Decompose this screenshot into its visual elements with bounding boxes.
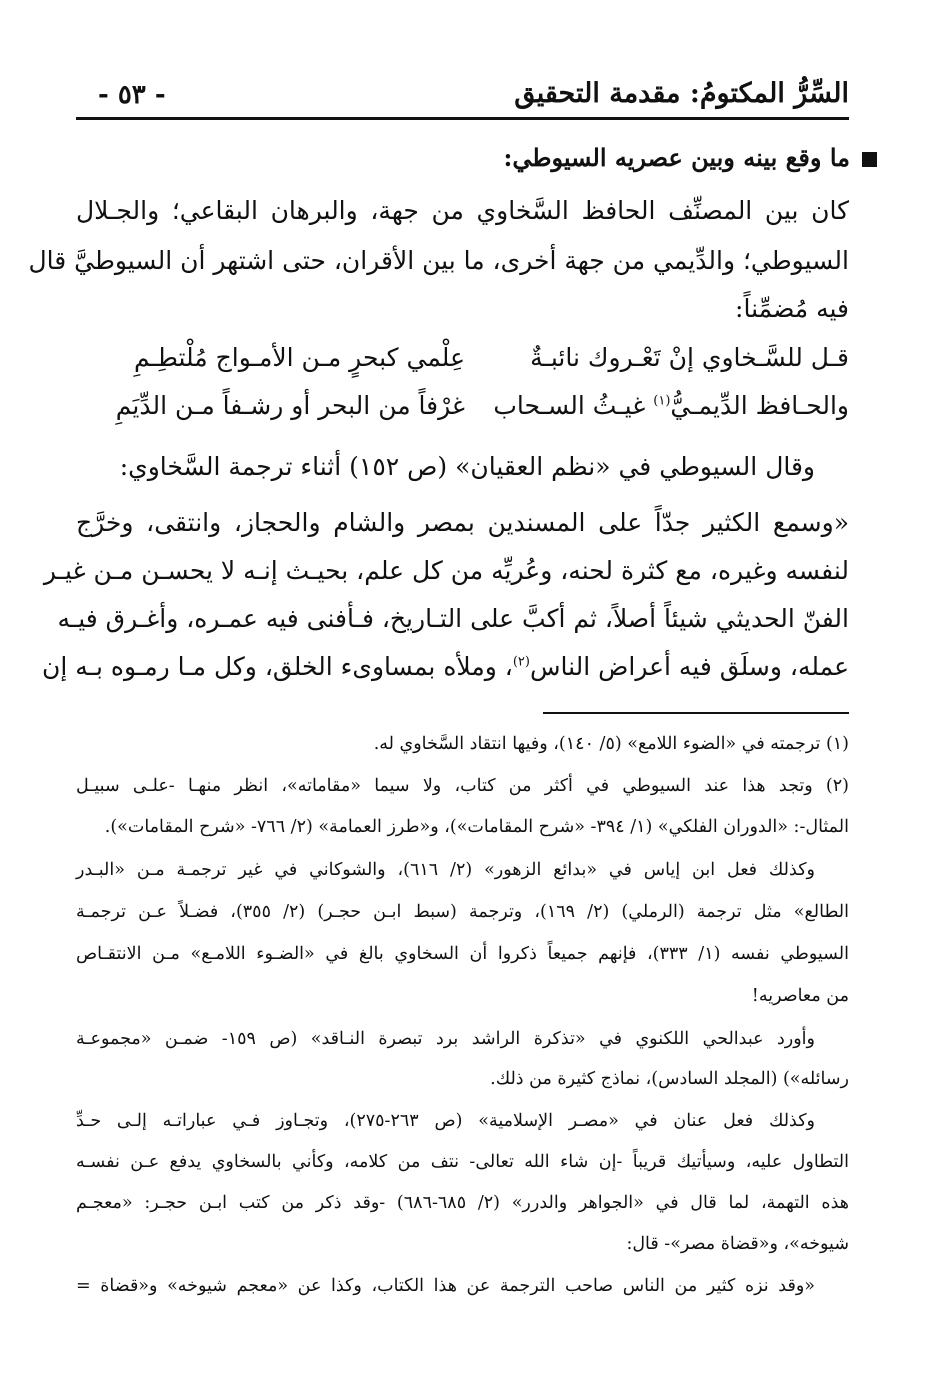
verse-2-text-b: غيـثُ السـحاب [493, 391, 654, 420]
square-bullet-icon [862, 152, 877, 167]
section-heading [503, 143, 877, 172]
footnote-line: من معاصريه! [751, 986, 849, 1006]
footnote-line: (٢) وتجد هذا عند السيوطي في أكثر من كتاب، ولا سيما «مقاماته»، انظر منهـا -علـى سبيـل [76, 776, 849, 796]
footnote-line: «وقد نزه كثير من الناس صاحب الترجمة عن هذا الكتاب، وكذا عن «معجم شيوخه» و«قضاة = [76, 1276, 815, 1296]
section-heading-text: ما وقع بينه وبين عصريه السيوطي: [503, 143, 850, 172]
footnote-line: وكذلك فعل عنان في «مصـر الإسلامية» (ص ٢٦٣-٢٧٥)، وتجـاوز فـي عباراتـه إلـى حـدِّ [76, 1111, 815, 1131]
quote-line-4-text-b: ، وملأه بمساوىء الخلق، وكل مـا رمـوه بـه إن [42, 652, 513, 681]
footnote-marker-1: (١) [653, 393, 671, 409]
verse-1-second-hemistich: عِلْمي كبحرٍ مـن الأمـواج مُلْتطِـمِ [134, 343, 465, 372]
footnote-line: السيوطي نفسه (١/ ٣٣٣)، فإنهم جميعاً ذكروا أن السخاوي بالغ في «الضـوء اللامـع» مـن الانتقـاص [76, 944, 849, 964]
footnote-line: رسائله») (المجلد السادس)، نماذج كثيرة من ذلك. [490, 1069, 849, 1089]
footnote-line: وكذلك فعل ابن إياس في «بدائع الزهور» (٢/ ٦١٦)، والشوكاني في غير ترجمـة مـن «البـدر [76, 860, 815, 880]
running-title: السِّرُّ المكتومُ: مقدمة التحقيق [514, 78, 849, 109]
body-line-3: فيه مُضمِّناً: [735, 294, 849, 323]
footnote-line: هذه التهمة، لما قال في «الجواهر والدرر» (٢/ ٦٨٥-٦٨٦) -وقد ذكر من كتب ابـن حجـر: «معجـم [76, 1193, 849, 1213]
page-header [76, 68, 849, 120]
quote-line-4 [42, 652, 849, 681]
body-line-2: السيوطي؛ والدِّيمي من جهة أخرى، ما بين الأقران، حتى اشتهر أن السيوطيَّ قال [28, 246, 849, 275]
verse-2-text-a: والحـافظ الدِّيمـيُّ [670, 391, 849, 420]
body-line-1: كان بين المصنِّف الحافظ السَّخاوي من جهة، والبرهان البقاعي؛ والجـلال [76, 196, 849, 225]
footnote-line: شيوخه»، و«قضاة مصر»- قال: [626, 1234, 849, 1254]
quote-line-3: الفنّ الحديثي شيئاً أصلاً، ثم أكبَّ على التـاريخ، فـأفنى فيه عمـره، وأغـرق فيـه [57, 604, 849, 633]
footnote-line: المثال-: «الدوران الفلكي» (١/ ٣٩٤- «شرح المقامات»)، و«طرز العمامة» (٢/ ٧٦٦- «شرح المقامات»). [104, 817, 849, 837]
footnote-line: التطاول عليه، وسيأتيك قريباً -إن شاء الله تعالى- نتف من كلامه، وكأني بالسخاوي يدفع عـن نفسـه [76, 1152, 849, 1172]
page-number: - ٥٣ - [98, 80, 166, 110]
verse-1-first-hemistich: قـل للسَّـخاوي إنْ تَعْـروك نائبـةٌ [530, 343, 849, 372]
quote-line-4-text-a: عمله، وسلَق فيه أعراض الناس [529, 652, 849, 681]
footnote-line: وأورد عبدالحي اللكنوي في «تذكرة الراشد برد تبصرة النـاقد» (ص ١٥٩- ضمـن «مجموعـة [76, 1029, 815, 1049]
quote-line-1: «وسمع الكثير جدّاً على المسندين بمصر والشام والحجاز، وانتقى، وخرَّج [76, 508, 849, 537]
footnote-separator [543, 712, 849, 714]
footnote-marker-2: (٢) [512, 654, 530, 670]
verse-2-first-hemistich [493, 391, 849, 420]
verse-2-second-hemistich: غرْفاً من البحر أو رشـفاً مـن الدِّيَمِ [115, 391, 465, 420]
quote-line-2: لنفسه وغيره، مع كثرة لحنه، وعُريِّه من كل علم، بحيـث إنـه لا يحسـن مـن غيـر [43, 556, 849, 585]
header-rule [76, 117, 849, 120]
quote-intro: وقال السيوطي في «نظم العقيان» (ص ١٥٢) أثناء ترجمة السَّخاوي: [119, 452, 815, 481]
footnote-line: (١) ترجمته في «الضوء اللامع» (٥/ ١٤٠)، وفيها انتقاد السَّخاوي له. [373, 734, 849, 754]
footnote-line: الطالع» مثل ترجمة (الرملي) (٢/ ١٦٩)، وترجمة (سبط ابـن حجـر) (٢/ ٣٥٥)، فضـلاً عـن ترجمـة [76, 902, 849, 922]
